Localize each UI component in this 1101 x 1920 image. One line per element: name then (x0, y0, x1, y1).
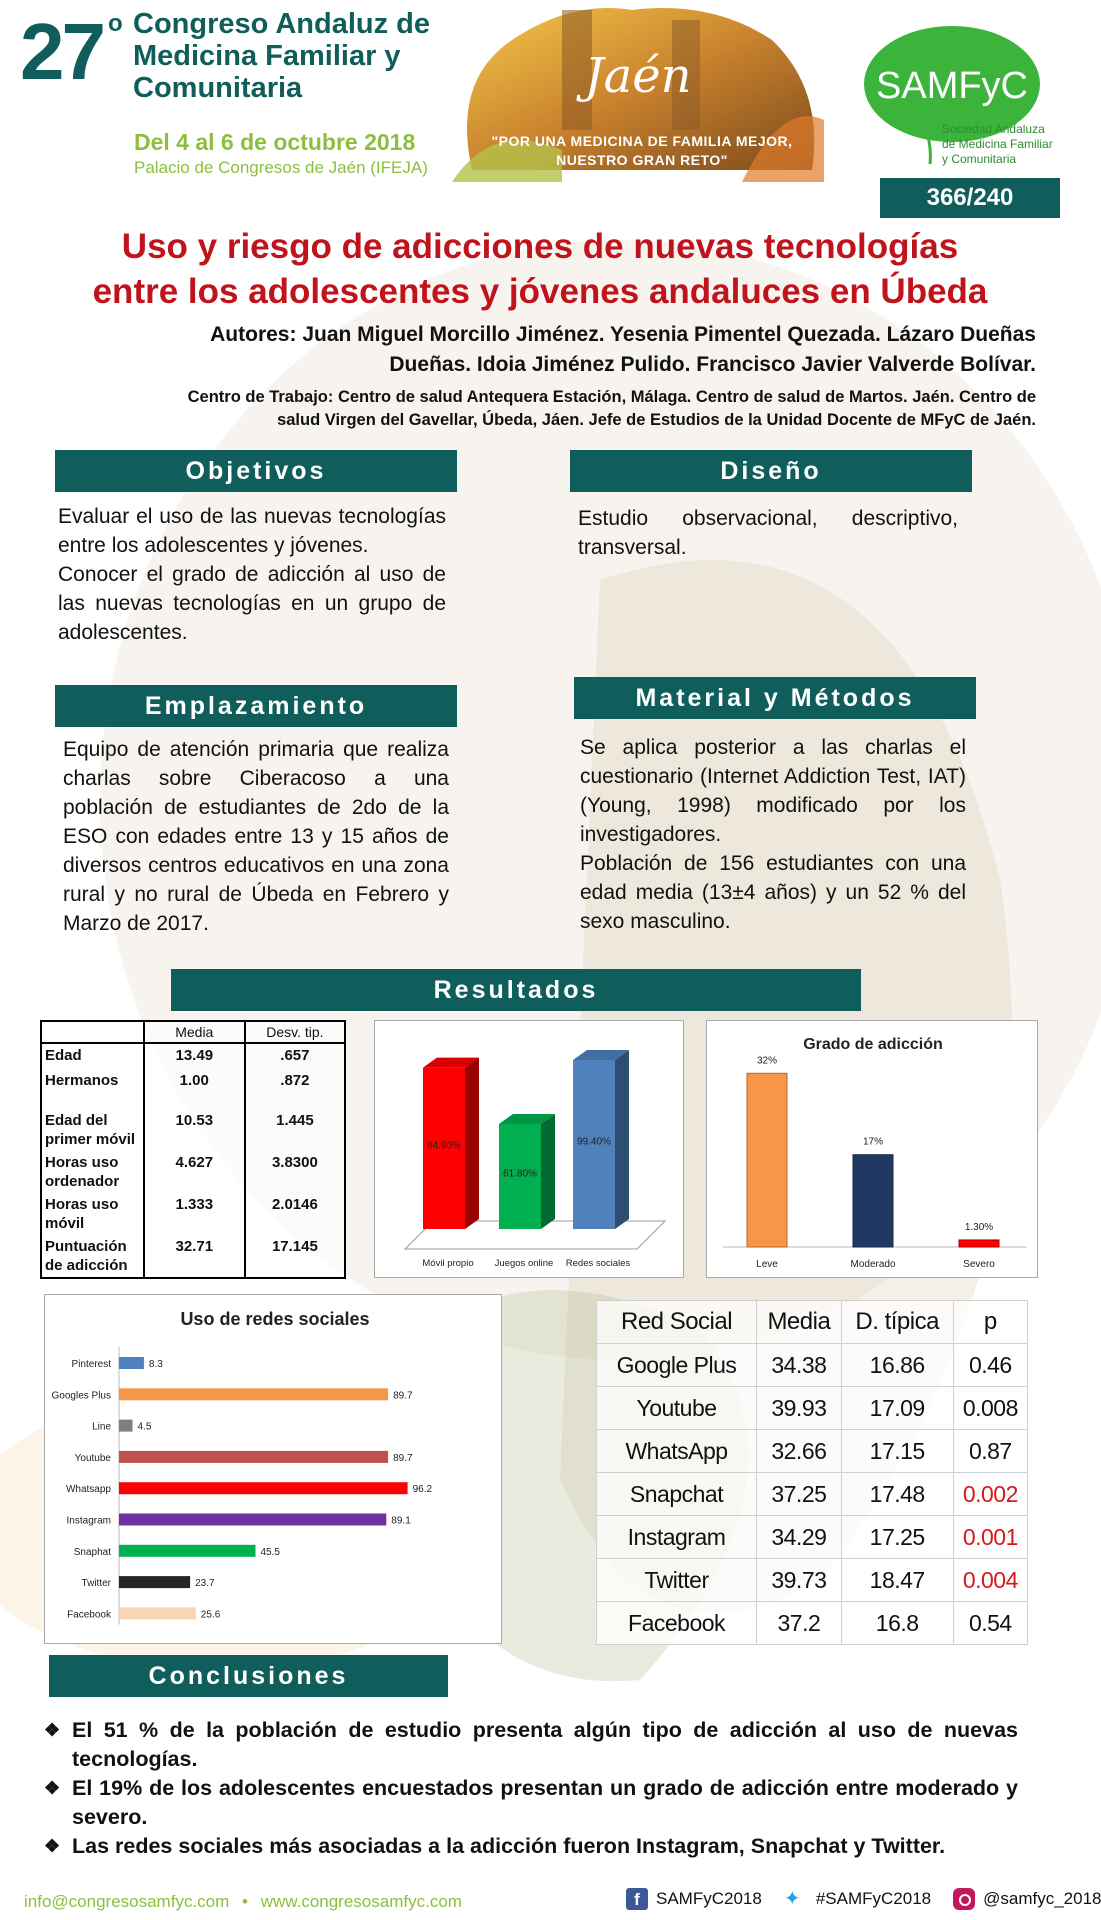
y-tick-label: Pinterest (71, 1359, 111, 1370)
social-cell-red: Facebook (597, 1602, 757, 1645)
bar (119, 1420, 133, 1432)
logo-sub-line-3: y Comunitaria (942, 152, 1017, 166)
table-row (41, 1235, 345, 1278)
x-tick-label: Juegos online (494, 1258, 554, 1269)
logo-subtitle (942, 122, 1053, 167)
diseno-heading: Diseño (570, 450, 972, 492)
y-tick-label: Line (92, 1421, 111, 1433)
table-row (597, 1387, 1028, 1430)
addiction-grade-chart (707, 1021, 1039, 1279)
bar-data-label: 17% (862, 1136, 884, 1148)
centro-line-1: Centro de Trabajo: Centro de salud Antequera Estación, Málaga. Centro de salud de Martos. Jaén. Centro de (187, 388, 1036, 406)
social-cell-media: 32.66 (757, 1430, 842, 1473)
bar (119, 1607, 196, 1619)
material-text (580, 733, 966, 936)
social-cell-p: 0.008 (953, 1387, 1027, 1430)
social-cell-red: Youtube (597, 1387, 757, 1430)
social-cell-dt: 17.48 (841, 1473, 953, 1516)
row-label: Horas uso ordenador (41, 1151, 144, 1193)
row-desv: 1.445 (245, 1109, 345, 1151)
social-use-chart-box (44, 1294, 502, 1644)
social-cell-p: 0.002 (953, 1473, 1027, 1516)
emplazamiento-text (63, 735, 449, 938)
table-row (597, 1473, 1028, 1516)
logo-sub-line-2: de Medicina Familiar (942, 137, 1053, 151)
poster-title (30, 224, 1050, 314)
row-desv: 3.8300 (245, 1151, 345, 1193)
edition-superscript: o (108, 10, 123, 37)
social-cell-dt: 17.25 (841, 1516, 953, 1559)
bar-data-label: 23.7 (195, 1578, 215, 1590)
social-network-table (596, 1300, 1028, 1645)
bar (119, 1482, 408, 1494)
authors-line-2: Dueñas. Idoia Jiménez Pulido. Francisco Javier Valverde Bolívar. (389, 353, 1036, 376)
table-row (41, 1043, 345, 1069)
bar-side (615, 1050, 629, 1229)
bar-data-label: 8.3 (148, 1359, 163, 1370)
y-tick-label: Twitter (81, 1578, 111, 1590)
x-tick-label: Moderado (850, 1259, 896, 1270)
footer-instagram[interactable]: @samfyc_2018 (983, 1889, 1101, 1908)
resultados-heading: Resultados (171, 969, 861, 1011)
table-row (41, 1193, 345, 1235)
social-cell-dt: 17.09 (841, 1387, 953, 1430)
list-item: ❖ Las redes sociales más asociadas a la adicción fueron Instagram, Snapchat y Twitter. (44, 1832, 1018, 1861)
logo-sub-line-1: Sociedad Andaluza (942, 122, 1045, 136)
row-desv: 17.145 (245, 1235, 345, 1278)
row-media: 1.333 (144, 1193, 245, 1235)
y-tick-label: Snaphat (73, 1546, 111, 1558)
bar-data-label: 4.5 (137, 1421, 152, 1433)
footer-contact (24, 1892, 462, 1912)
social-cell-p: 0.46 (953, 1344, 1027, 1387)
social-cell-red: WhatsApp (597, 1430, 757, 1473)
bar (119, 1357, 144, 1369)
y-tick-label: Whatsapp (65, 1484, 111, 1496)
social-header-row (597, 1301, 1028, 1344)
footer-twitter[interactable]: #SAMFyC2018 (815, 1889, 932, 1908)
social-cell-media: 34.38 (757, 1344, 842, 1387)
emplazamiento-heading: Emplazamiento (55, 685, 457, 727)
conclusions-list (44, 1716, 1018, 1861)
table-row (597, 1430, 1028, 1473)
tech-use-chart (375, 1021, 685, 1279)
edition-number: 27 (20, 7, 103, 96)
bar-data-label: 89.1 (391, 1515, 411, 1527)
congress-title: Congreso Andaluz de Medicina Familiar y Comunitaria (133, 8, 430, 104)
bar (119, 1451, 388, 1463)
y-tick-label: Facebook (67, 1609, 111, 1621)
addiction-grade-chart-box (706, 1020, 1038, 1278)
chart-title: Uso de redes sociales (180, 1309, 370, 1329)
social-cell-media: 34.29 (757, 1516, 842, 1559)
logo-text: SAMFyC (876, 65, 1028, 107)
stats-header-blank (41, 1021, 144, 1043)
social-cell-red: Twitter (597, 1559, 757, 1602)
stats-header-desv: Desv. tip. (245, 1021, 345, 1043)
x-tick-label: Móvil propio (422, 1258, 474, 1269)
congress-motto (482, 132, 802, 170)
bar-data-label: 32% (756, 1055, 778, 1067)
row-media: 4.627 (144, 1151, 245, 1193)
jaen-city-title: Jaén (584, 48, 692, 104)
social-cell-p: 0.001 (953, 1516, 1027, 1559)
row-label: Hermanos (41, 1069, 144, 1109)
material-p1: Se aplica posterior a las charlas el cuestionario (Internet Addiction Test, IAT) (Young, 1998) modificado por los investigadores. (580, 736, 966, 846)
centro-line-2: salud Virgen del Gavellar, Úbeda, Jáen. Jefe de Estudios de la Unidad Docente de MFyC de Jaén. (277, 411, 1036, 429)
row-label: Edad del primer móvil (41, 1109, 144, 1151)
authors (70, 320, 1036, 380)
poster-code: 366/240 (880, 178, 1060, 218)
emplazamiento-p1: Equipo de atención primaria que realiza charlas sobre Ciberacoso a una población de estudiantes de 2do de la ESO con edades entre 13 y 15 años de diversos centros educativos en una zona rural y no rural de Úbeda en Febrero y Marzo de 2017. (63, 738, 449, 935)
social-cell-dt: 16.8 (841, 1602, 953, 1645)
bar-data-label: 94.90% (427, 1140, 461, 1152)
row-media: 10.53 (144, 1109, 245, 1151)
social-header-red: Red Social (597, 1301, 757, 1344)
instagram-icon (953, 1888, 975, 1910)
stats-header-row (41, 1021, 345, 1043)
row-label: Horas uso móvil (41, 1193, 144, 1235)
x-tick-label: Redes sociales (565, 1258, 631, 1269)
social-cell-red: Snapchat (597, 1473, 757, 1516)
bar (119, 1388, 388, 1400)
footer-email[interactable]: info@congresosamfyc.com (24, 1892, 230, 1911)
title-line-1: Uso y riesgo de adicciones de nuevas tecnologías (121, 227, 959, 266)
diseno-p1: Estudio observacional, descriptivo, transversal. (578, 507, 958, 559)
social-cell-dt: 16.86 (841, 1344, 953, 1387)
y-tick-label: Youtube (74, 1452, 111, 1464)
social-cell-media: 39.93 (757, 1387, 842, 1430)
bar-data-label: 89.7 (393, 1390, 413, 1402)
social-cell-media: 37.2 (757, 1602, 842, 1645)
y-tick-label: Instagram (66, 1515, 111, 1527)
y-tick-label: Googles Plus (51, 1390, 111, 1402)
row-label: Puntuación de adicción (41, 1235, 144, 1278)
congress-venue: Palacio de Congresos de Jaén (IFEJA) (134, 158, 428, 177)
table-row (41, 1151, 345, 1193)
objetivos-p1: Evaluar el uso de las nuevas tecnologías entre los adolescentes y jóvenes. (58, 505, 446, 557)
bar (747, 1073, 787, 1247)
social-cell-dt: 17.15 (841, 1430, 953, 1473)
bar-data-label: 99.40% (577, 1136, 611, 1148)
motto-line-2: NUESTRO GRAN RETO" (556, 152, 728, 168)
social-cell-red: Google Plus (597, 1344, 757, 1387)
bar-data-label: 96.2 (412, 1484, 433, 1496)
table-row (41, 1069, 345, 1109)
bar-data-label: 45.5 (260, 1546, 280, 1558)
social-cell-dt: 18.47 (841, 1559, 953, 1602)
bar (119, 1514, 386, 1526)
table-row (597, 1344, 1028, 1387)
row-label: Edad (41, 1043, 144, 1069)
bar (853, 1155, 893, 1247)
footer-separator: • (242, 1892, 248, 1911)
title-line-2: entre los adolescentes y jóvenes andaluces en Úbeda (92, 272, 988, 311)
social-cell-p: 0.87 (953, 1430, 1027, 1473)
bar-side (541, 1114, 555, 1229)
social-cell-media: 39.73 (757, 1559, 842, 1602)
descriptive-stats-table (40, 1020, 346, 1279)
table-row (597, 1516, 1028, 1559)
congress-dates: Del 4 al 6 de octubre 2018 (134, 129, 416, 155)
row-media: 32.71 (144, 1235, 245, 1278)
twitter-icon: ✦ (783, 1888, 801, 1910)
social-use-chart (45, 1295, 503, 1645)
x-tick-label: Severo (963, 1259, 995, 1270)
material-heading: Material y Métodos (574, 677, 976, 719)
bar-side (465, 1058, 479, 1229)
bar-data-label: 1.30% (964, 1221, 994, 1233)
row-desv: .872 (245, 1069, 345, 1109)
row-desv: .657 (245, 1043, 345, 1069)
bar (959, 1240, 999, 1247)
objetivos-p2: Conocer el grado de adicción al uso de las nuevas tecnologías en un grupo de adolescentes. (58, 563, 446, 644)
list-item: ❖ El 51 % de la población de estudio presenta algún tipo de adicción al uso de nuevas tecnologías. (44, 1716, 1018, 1774)
social-cell-red: Instagram (597, 1516, 757, 1559)
table-row (597, 1559, 1028, 1602)
social-cell-p: 0.004 (953, 1559, 1027, 1602)
chart-title: Grado de adicción (803, 1036, 943, 1053)
table-row (597, 1602, 1028, 1645)
footer-web[interactable]: www.congresosamfyc.com (260, 1892, 462, 1911)
list-item: ❖ El 19% de los adolescentes encuestados presentan un grado de adicción entre moderado y severo. (44, 1774, 1018, 1832)
bar-data-label: 89.7 (393, 1452, 413, 1464)
bar-data-label: 25.6 (200, 1609, 221, 1621)
footer-facebook[interactable]: SAMFyC2018 (656, 1889, 762, 1908)
bar (119, 1576, 190, 1588)
tech-use-chart-box (374, 1020, 684, 1278)
x-tick-label: Leve (756, 1259, 778, 1270)
bar (119, 1545, 256, 1557)
diseno-text (578, 504, 958, 562)
table-row (41, 1109, 345, 1151)
objetivos-text (58, 502, 446, 647)
authors-line-1: Autores: Juan Miguel Morcillo Jiménez. Yesenia Pimentel Quezada. Lázaro Dueñas (210, 323, 1036, 346)
footer-social (626, 1888, 1101, 1910)
facebook-icon: f (626, 1888, 648, 1910)
material-p2: Población de 156 estudiantes con una edad media (13±4 años) y un 52 % del sexo masculino. (580, 852, 966, 933)
bar-data-label: 61.80% (503, 1168, 537, 1180)
social-header-p: p (953, 1301, 1027, 1344)
row-desv: 2.0146 (245, 1193, 345, 1235)
stats-header-media: Media (144, 1021, 245, 1043)
objetivos-heading: Objetivos (55, 450, 457, 492)
row-media: 13.49 (144, 1043, 245, 1069)
social-cell-media: 37.25 (757, 1473, 842, 1516)
work-centers (70, 386, 1036, 432)
social-cell-p: 0.54 (953, 1602, 1027, 1645)
social-header-media: Media (757, 1301, 842, 1344)
conclusiones-heading: Conclusiones (49, 1655, 448, 1697)
social-header-dt: D. típica (841, 1301, 953, 1344)
row-media: 1.00 (144, 1069, 245, 1109)
motto-line-1: "POR UNA MEDICINA DE FAMILIA MEJOR, (491, 133, 793, 149)
